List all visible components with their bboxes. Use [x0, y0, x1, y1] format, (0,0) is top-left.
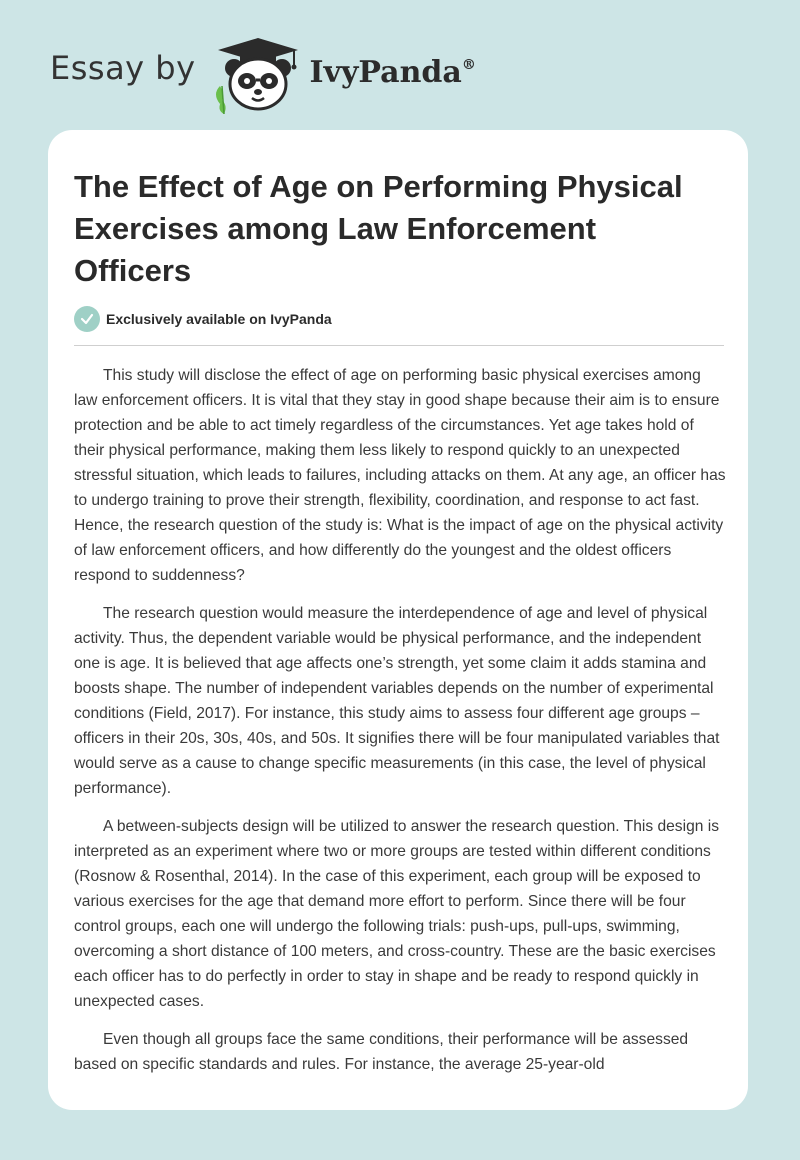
essay-card — [48, 130, 748, 1110]
paragraph: This study will disclose the effect of age on performing basic physical exercises among law enforcement officers. It is vital that they stay in good shape because their aim is to ensure protection and be able to act timely regardless of the circumstances. Yet age takes hold of their physical performance, making them less likely to respond quickly to an unexpected stressful situation, which leads to failures, including attacks on them. At any age, an officer has to undergo training to prove their strength, flexibility, coordination, and response to act fast. Hence, the research question of the study is: What is the impact of age on the physical activity of law enforcement officers, and how differently do the youngest and the oldest officers respond to suddenness? — [74, 367, 726, 584]
paragraph: Even though all groups face the same conditions, their performance will be assessed based on specific standards and rules. For instance, the average 25-year-old — [74, 1031, 689, 1073]
check-icon — [74, 306, 100, 332]
essay-by-label: Essay by — [50, 49, 196, 87]
paragraph: A between-subjects design will be utilized to answer the research question. This design is interpreted as an experiment where two or more groups are tested within different conditions (Rosnow & Rosenthal, 2014). In the case of this experiment, each group will be exposed to various exercises for the age that demand more effort to perform. Since there will be four control groups, each one will undergo the following trials: push-ups, pull-ups, swimming, overcoming a short distance of 100 meters, and cross-country. These are the basic exercises each officer has to do perfectly in order to stay in shape and be ready to respond quickly in unexpected cases. — [74, 818, 720, 1010]
divider — [74, 345, 724, 346]
essay-body — [74, 363, 726, 1090]
exclusive-label: Exclusively available on IvyPanda — [106, 311, 332, 327]
trademark-symbol: ® — [461, 56, 476, 73]
page-title: The Effect of Age on Performing Physical Exercises among Law Enforcement Officers — [74, 169, 683, 288]
brand-name[interactable]: IvyPanda® — [309, 54, 476, 90]
site-header — [50, 34, 476, 114]
paragraph: The research question would measure the interdependence of age and level of physical activity. Thus, the dependent variable would be physical performance, and the independent one is age. It is believed that age affects one’s strength, yet some claim it adds stamina and boosts shape. The number of independent variables depends on the number of experimental conditions (Field, 2017). For instance, this study aims to assess four different age groups – officers in their 20s, 30s, 40s, and 50s. It signifies there will be four manipulated variables that would serve as a cause to change specific measurements (in this case, the level of physical performance). — [74, 605, 720, 797]
exclusive-badge — [74, 306, 332, 332]
panda-logo-icon[interactable] — [210, 34, 306, 114]
